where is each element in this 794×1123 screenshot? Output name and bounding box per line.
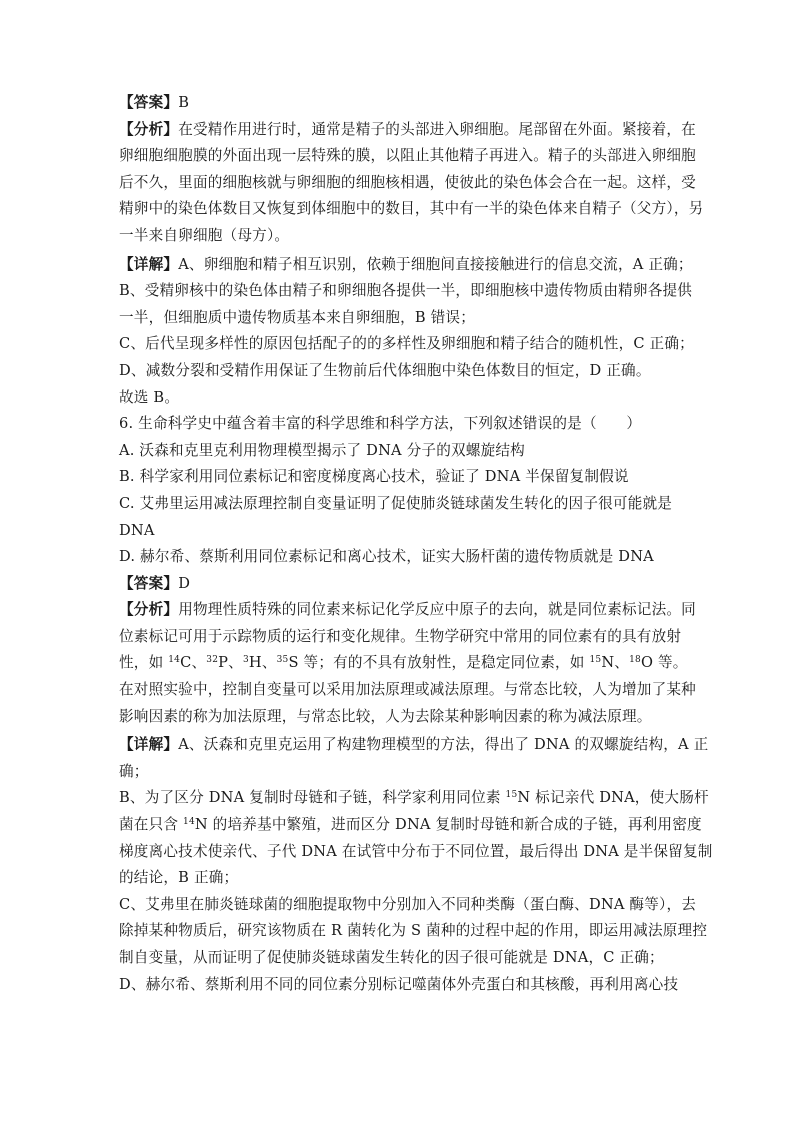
isotope-mass-n14: 14	[183, 817, 195, 828]
q6-detail-b-line: B、为了区分 DNA 复制时母链和子链，科学家利用同位素 $^{15}$N 标记亲代 DNA，使大肠杆	[119, 789, 709, 807]
answer-value: D	[178, 574, 191, 592]
q6-option-c-continued: DNA	[119, 521, 155, 539]
analysis-tag: 【分析】	[119, 601, 179, 619]
q5-analysis-line: 后不久，里面的细胞核就与卵细胞的细胞核相遇，使彼此的染色体会合在一起。这样，受	[119, 173, 696, 191]
isotope-mass-p32: 32	[206, 655, 219, 666]
q6-option-c: C. 艾弗里运用减法原理控制自变量证明了促使肺炎链球菌发生转化的因子很可能就是	[119, 494, 673, 512]
isotope-mass-n15: 15	[589, 655, 602, 666]
q6-detail-line: 确；	[119, 762, 149, 780]
q6-detail-b-line: 的结论，B 正确；	[119, 869, 239, 887]
detail-tag: 【详解】	[119, 736, 179, 754]
q6-isotope-line: 性，如 $^{14}$C、$^{32}$P、$^3$H、$^{35}$S 等；有的不具有放射性，是稳定同位素，如 $^{15}$N、$^{18}$O 等。	[119, 654, 688, 672]
q6-analysis-line	[119, 597, 696, 624]
q5-analysis-line: 卵细胞细胞膜的外面出现一层特殊的膜，以阻止其他精子再进入。精子的头部进入卵细胞	[119, 147, 696, 165]
q5-analysis-line: 精卵中的染色体数目又恢复到体细胞中的数目，其中有一半的染色体来自精子（父方），另	[119, 200, 704, 218]
answer-value: B	[178, 94, 190, 111]
isotope-mass-h3: 3	[242, 655, 249, 666]
q6-detail-b-line: 菌在只含 $^{14}$N 的培养基中繁殖，进而区分 DNA 复制时母链和新合成的子链，再利用密度	[119, 816, 702, 834]
q5-analysis-line: 一半来自卵细胞（母方）。	[119, 226, 290, 244]
analysis-text: 用物理性质特殊的同位素来标记化学反应中原子的去向，就是同位素标记法。同	[178, 601, 696, 619]
q5-conclusion-line: 故选 B。	[119, 388, 180, 406]
isotope-mass-n15: 15	[505, 790, 518, 801]
analysis-text: 在受精作用进行时，通常是精子的头部进入卵细胞。尾部留在外面。紧接着，在	[178, 120, 696, 138]
detail-text: A、沃森和克里克运用了构建物理模型的方法，得出了 DNA 的双螺旋结构，A 正	[178, 736, 709, 754]
q5-detail-line: B、受精卵核中的染色体由精子和卵细胞各提供一半，即细胞核中遗传物质由精卵各提供	[119, 282, 693, 300]
isotope-mass-o18: 18	[629, 655, 641, 666]
q6-detail-line	[119, 732, 709, 759]
q6-detail-b-line: 梯度离心技术使亲代、子代 DNA 在试管中分布于不同位置，最后得出 DNA 是半保留复制	[119, 842, 713, 860]
isotope-mass-c14: 14	[168, 655, 181, 666]
isotope-mass-s35: 35	[276, 655, 289, 666]
answer-tag: 【答案】	[119, 574, 179, 592]
q6-detail-c-line: 除掉某种物质后，研究该物质在 R 菌转化为 S 菌种的过程中起的作用，即运用减法原理控	[119, 922, 708, 940]
q6-detail-c-line: C、艾弗里在肺炎链球菌的细胞提取物中分别加入不同种类酶（蛋白酶、DNA 酶等），去	[119, 895, 697, 913]
q5-detail-line	[119, 252, 693, 279]
q6-analysis-line: 在对照实验中，控制自变量可以采用加法原理或减法原理。与常态比较，人为增加了某种	[119, 681, 696, 699]
q6-detail-d-line: D、赫尔希、蔡斯利用不同的同位素分别标记噬菌体外壳蛋白和其核酸，再利用离心技	[119, 975, 679, 993]
analysis-tag: 【分析】	[119, 120, 179, 138]
q5-analysis-line	[119, 117, 696, 144]
detail-tag: 【详解】	[119, 255, 179, 273]
answer-tag: 【答案】	[119, 94, 179, 111]
q6-option-d: D. 赫尔希、蔡斯利用同位素标记和离心技术，证实大肠杆菌的遗传物质就是 DNA	[119, 548, 654, 566]
q6-analysis-line: 影响因素的称为加法原理，与常态比较，人为去除某种影响因素的称为减法原理。	[119, 707, 652, 725]
q6-option-a: A. 沃森和克里克利用物理模型揭示了 DNA 分子的双螺旋结构	[119, 441, 525, 459]
q5-answer-line	[119, 90, 676, 117]
q6-detail-c-line: 制自变量，从而证明了促使肺炎链球菌发生转化的因子很可能就是 DNA，C 正确；	[119, 949, 664, 966]
detail-text: A、卵细胞和精子相互识别，依赖于细胞间直接接触进行的信息交流，A 正确；	[178, 255, 693, 273]
q5-detail-line: C、后代呈现多样性的原因包括配子的的多样性及卵细胞和精子结合的随机性，C 正确；	[119, 335, 694, 353]
q5-detail-line: 一半，但细胞质中遗传物质基本来自卵细胞，B 错误；	[119, 308, 476, 326]
q6-answer-line	[119, 571, 676, 598]
q6-option-b: B. 科学家利用同位素标记和密度梯度离心技术，验证了 DNA 半保留复制假说	[119, 468, 629, 486]
q5-detail-line: D、减数分裂和受精作用保证了生物前后代体细胞中染色体数目的恒定，D 正确。	[119, 361, 651, 379]
q6-question-stem: 6. 生命科学史中蕴含着丰富的科学思维和科学方法，下列叙述错误的是（ ）	[119, 415, 642, 433]
q6-analysis-line: 位素标记可用于示踪物质的运行和变化规律。生物学研究中常用的同位素有的具有放射	[119, 627, 682, 645]
